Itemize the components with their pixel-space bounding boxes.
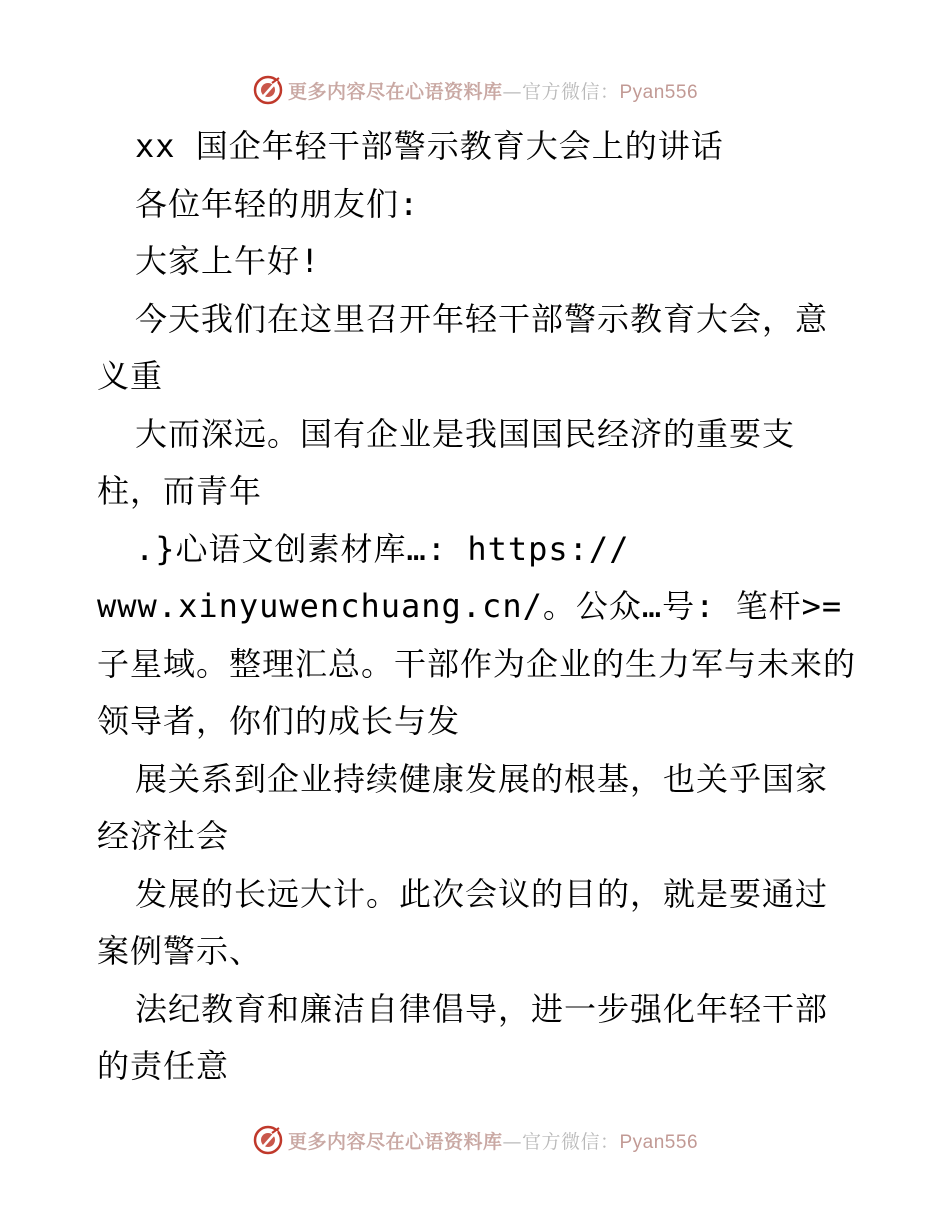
greeting: 大家上午好!	[135, 242, 321, 280]
footer-banner	[0, 1120, 950, 1160]
header-banner	[0, 70, 950, 110]
document-body	[97, 118, 857, 1096]
footer-banner-id: Pyan556	[619, 1131, 699, 1153]
salutation: 各位年轻的朋友们:	[135, 184, 420, 223]
header-banner-text	[288, 77, 698, 104]
paragraph-2: 大而深远。国有企业是我国国民经济的重要支柱，而青年	[97, 414, 796, 510]
paragraph-1: 今天我们在这里召开年轻干部警示教育大会，意义重	[97, 299, 829, 395]
brand-logo-icon	[252, 74, 284, 106]
header-banner-title: 更多内容尽在心语资料库	[287, 80, 503, 103]
paragraph-7: 法纪教育和廉洁自律倡导，进一步强化年轻干部的责任意	[97, 989, 829, 1085]
document-title: xx 国企年轻干部警示教育大会上的讲话	[135, 127, 724, 165]
footer-banner-title: 更多内容尽在心语资料库	[287, 1130, 503, 1153]
footer-banner-text	[288, 1127, 698, 1154]
footer-banner-label: —官方微信：	[502, 1130, 620, 1153]
paragraph-5: 展关系到企业持续健康发展的根基，也关乎国家经济社会	[97, 759, 829, 855]
brand-logo-icon	[252, 1124, 284, 1156]
paragraph-4: www.xinyuwenchuang.cn/。公众…号: 笔杆>=子星域。整理汇总。干部作为企业的生力军与未来的领导者，你们的成长与发	[97, 587, 857, 740]
paragraph-3: .}心语文创素材库…: https://	[135, 529, 630, 568]
header-banner-id: Pyan556	[619, 81, 699, 103]
paragraph-6: 发展的长远大计。此次会议的目的，就是要通过案例警示、	[97, 874, 829, 970]
header-banner-label: —官方微信：	[502, 80, 620, 103]
